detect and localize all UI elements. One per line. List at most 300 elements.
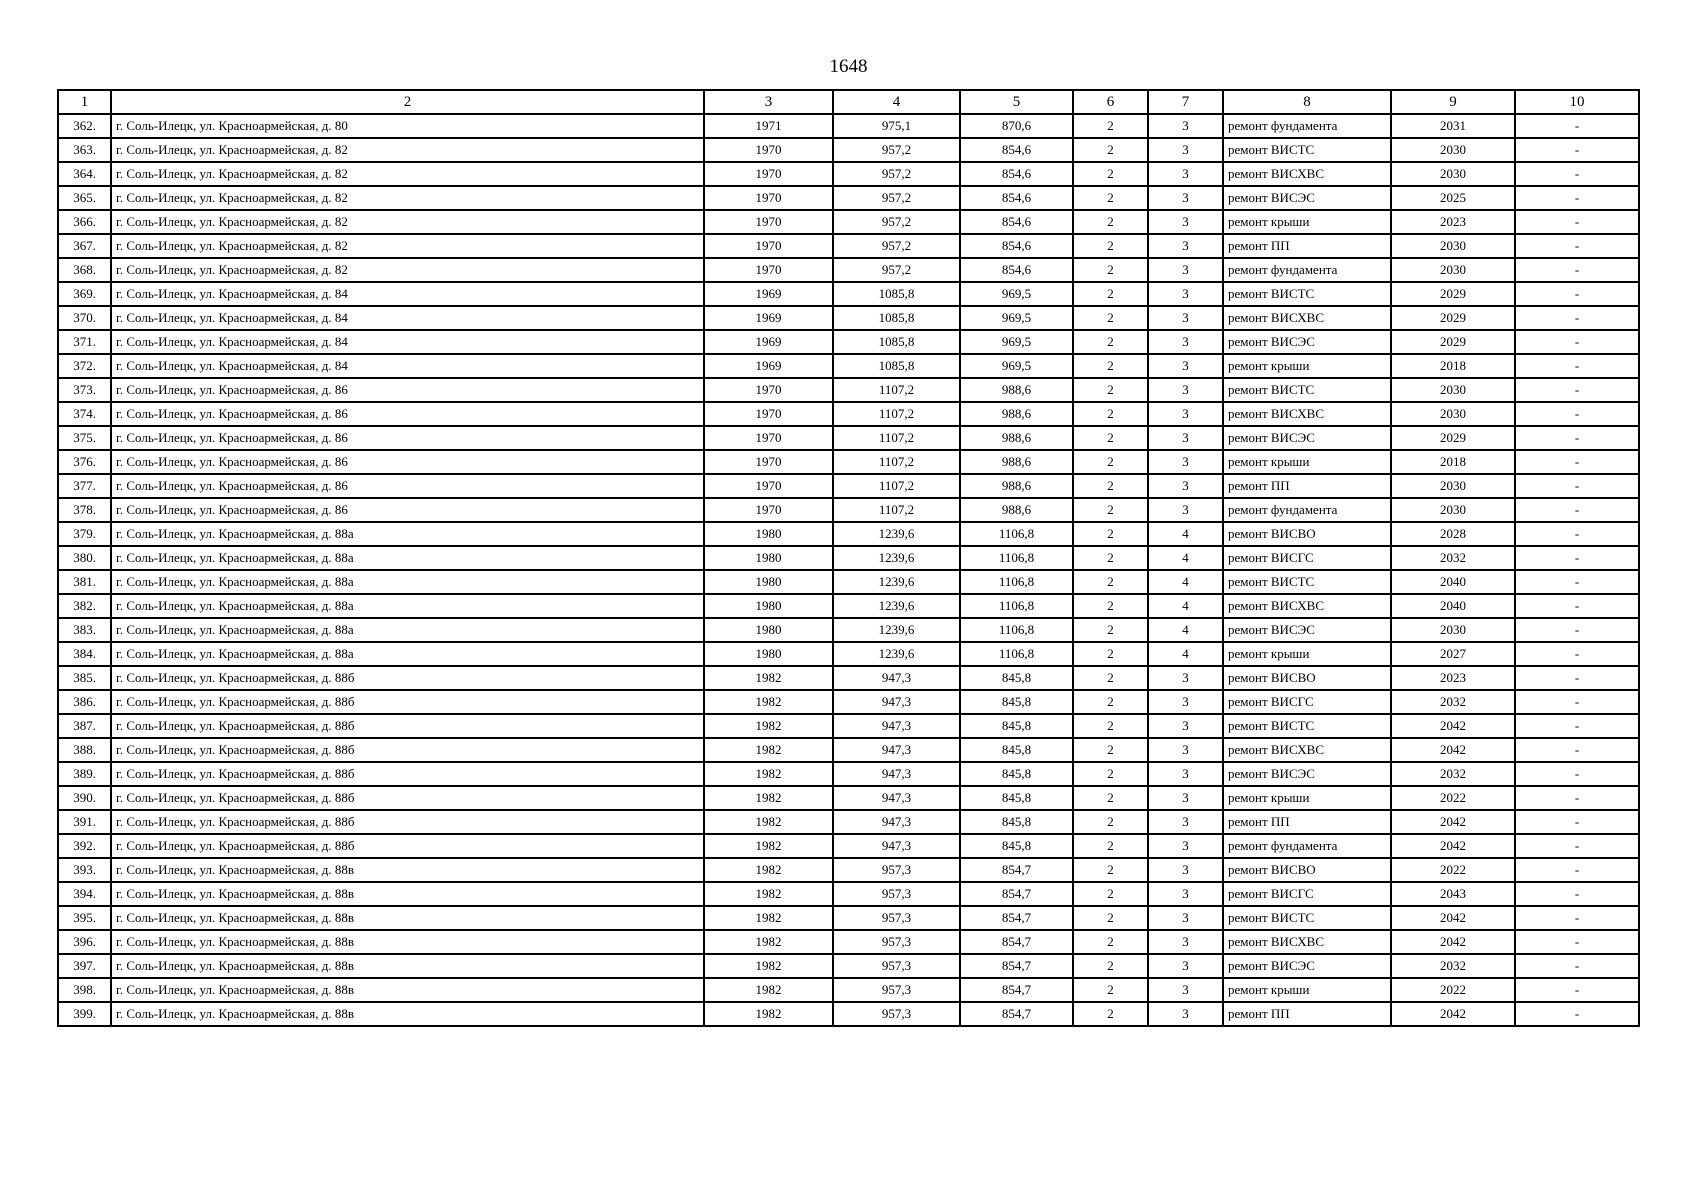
cell-underground-floors: 2 bbox=[1073, 378, 1148, 402]
cell-living-area: 1106,8 bbox=[960, 570, 1073, 594]
cell-note: - bbox=[1515, 426, 1639, 450]
column-header-underground-floors: 6 bbox=[1073, 90, 1148, 114]
cell-planned-year: 2030 bbox=[1391, 378, 1515, 402]
cell-work-type: ремонт ПП bbox=[1223, 1002, 1391, 1026]
cell-year-built: 1969 bbox=[704, 330, 833, 354]
cell-total-area: 957,3 bbox=[833, 930, 960, 954]
cell-underground-floors: 2 bbox=[1073, 498, 1148, 522]
cell-total-area: 1239,6 bbox=[833, 642, 960, 666]
cell-address: г. Соль-Илецк, ул. Красноармейская, д. 84 bbox=[111, 306, 704, 330]
cell-floors: 3 bbox=[1148, 450, 1223, 474]
cell-underground-floors: 2 bbox=[1073, 594, 1148, 618]
cell-note: - bbox=[1515, 354, 1639, 378]
cell-work-type: ремонт крыши bbox=[1223, 450, 1391, 474]
cell-planned-year: 2030 bbox=[1391, 162, 1515, 186]
cell-year-built: 1982 bbox=[704, 930, 833, 954]
cell-note: - bbox=[1515, 1002, 1639, 1026]
cell-living-area: 988,6 bbox=[960, 426, 1073, 450]
cell-year-built: 1982 bbox=[704, 954, 833, 978]
cell-year-built: 1970 bbox=[704, 138, 833, 162]
cell-work-type: ремонт ВИСТС bbox=[1223, 282, 1391, 306]
cell-underground-floors: 2 bbox=[1073, 138, 1148, 162]
cell-year-built: 1969 bbox=[704, 306, 833, 330]
table-row bbox=[58, 786, 1639, 810]
cell-work-type: ремонт ВИСВО bbox=[1223, 666, 1391, 690]
cell-row-number: 387. bbox=[58, 714, 111, 738]
cell-total-area: 957,2 bbox=[833, 162, 960, 186]
cell-total-area: 957,2 bbox=[833, 138, 960, 162]
cell-note: - bbox=[1515, 450, 1639, 474]
table-row bbox=[58, 258, 1639, 282]
table-row bbox=[58, 234, 1639, 258]
cell-note: - bbox=[1515, 690, 1639, 714]
cell-living-area: 854,7 bbox=[960, 954, 1073, 978]
cell-underground-floors: 2 bbox=[1073, 162, 1148, 186]
cell-planned-year: 2030 bbox=[1391, 498, 1515, 522]
cell-underground-floors: 2 bbox=[1073, 210, 1148, 234]
page-number: 1648 bbox=[829, 56, 868, 77]
cell-planned-year: 2030 bbox=[1391, 618, 1515, 642]
cell-year-built: 1980 bbox=[704, 618, 833, 642]
cell-underground-floors: 2 bbox=[1073, 762, 1148, 786]
cell-address: г. Соль-Илецк, ул. Красноармейская, д. 88а bbox=[111, 570, 704, 594]
table-row bbox=[58, 426, 1639, 450]
cell-address: г. Соль-Илецк, ул. Красноармейская, д. 88а bbox=[111, 642, 704, 666]
cell-total-area: 1107,2 bbox=[833, 474, 960, 498]
table-row bbox=[58, 114, 1639, 138]
cell-year-built: 1982 bbox=[704, 690, 833, 714]
cell-floors: 3 bbox=[1148, 1002, 1223, 1026]
column-header-note: 10 bbox=[1515, 90, 1639, 114]
cell-note: - bbox=[1515, 834, 1639, 858]
cell-living-area: 969,5 bbox=[960, 354, 1073, 378]
cell-floors: 3 bbox=[1148, 210, 1223, 234]
cell-total-area: 957,3 bbox=[833, 906, 960, 930]
cell-living-area: 988,6 bbox=[960, 378, 1073, 402]
table-row bbox=[58, 570, 1639, 594]
cell-planned-year: 2042 bbox=[1391, 930, 1515, 954]
cell-work-type: ремонт ВИСЭС bbox=[1223, 762, 1391, 786]
table-row bbox=[58, 978, 1639, 1002]
cell-floors: 3 bbox=[1148, 978, 1223, 1002]
cell-work-type: ремонт ВИСЭС bbox=[1223, 618, 1391, 642]
table-row bbox=[58, 594, 1639, 618]
cell-note: - bbox=[1515, 978, 1639, 1002]
cell-underground-floors: 2 bbox=[1073, 882, 1148, 906]
cell-address: г. Соль-Илецк, ул. Красноармейская, д. 88в bbox=[111, 882, 704, 906]
cell-note: - bbox=[1515, 594, 1639, 618]
cell-total-area: 1107,2 bbox=[833, 498, 960, 522]
cell-address: г. Соль-Илецк, ул. Красноармейская, д. 88б bbox=[111, 810, 704, 834]
column-header-total-area: 4 bbox=[833, 90, 960, 114]
cell-note: - bbox=[1515, 162, 1639, 186]
cell-work-type: ремонт ВИСГС bbox=[1223, 882, 1391, 906]
cell-underground-floors: 2 bbox=[1073, 906, 1148, 930]
header-row bbox=[58, 90, 1639, 114]
cell-living-area: 854,6 bbox=[960, 258, 1073, 282]
cell-living-area: 854,6 bbox=[960, 186, 1073, 210]
cell-planned-year: 2028 bbox=[1391, 522, 1515, 546]
cell-year-built: 1980 bbox=[704, 546, 833, 570]
cell-address: г. Соль-Илецк, ул. Красноармейская, д. 86 bbox=[111, 378, 704, 402]
cell-floors: 3 bbox=[1148, 402, 1223, 426]
cell-living-area: 845,8 bbox=[960, 714, 1073, 738]
cell-note: - bbox=[1515, 138, 1639, 162]
cell-address: г. Соль-Илецк, ул. Красноармейская, д. 88в bbox=[111, 858, 704, 882]
cell-note: - bbox=[1515, 186, 1639, 210]
cell-planned-year: 2040 bbox=[1391, 594, 1515, 618]
cell-underground-floors: 2 bbox=[1073, 642, 1148, 666]
cell-address: г. Соль-Илецк, ул. Красноармейская, д. 88в bbox=[111, 906, 704, 930]
cell-address: г. Соль-Илецк, ул. Красноармейская, д. 88а bbox=[111, 522, 704, 546]
cell-living-area: 854,7 bbox=[960, 858, 1073, 882]
cell-floors: 4 bbox=[1148, 618, 1223, 642]
cell-note: - bbox=[1515, 786, 1639, 810]
cell-floors: 3 bbox=[1148, 378, 1223, 402]
cell-address: г. Соль-Илецк, ул. Красноармейская, д. 88а bbox=[111, 618, 704, 642]
cell-note: - bbox=[1515, 882, 1639, 906]
cell-address: г. Соль-Илецк, ул. Красноармейская, д. 82 bbox=[111, 258, 704, 282]
cell-address: г. Соль-Илецк, ул. Красноармейская, д. 82 bbox=[111, 162, 704, 186]
cell-year-built: 1971 bbox=[704, 114, 833, 138]
cell-note: - bbox=[1515, 474, 1639, 498]
cell-planned-year: 2018 bbox=[1391, 450, 1515, 474]
cell-row-number: 370. bbox=[58, 306, 111, 330]
cell-work-type: ремонт ВИСЭС bbox=[1223, 426, 1391, 450]
cell-row-number: 363. bbox=[58, 138, 111, 162]
cell-row-number: 380. bbox=[58, 546, 111, 570]
cell-underground-floors: 2 bbox=[1073, 978, 1148, 1002]
table-row bbox=[58, 618, 1639, 642]
cell-year-built: 1982 bbox=[704, 834, 833, 858]
cell-planned-year: 2022 bbox=[1391, 978, 1515, 1002]
cell-work-type: ремонт ВИСХВС bbox=[1223, 402, 1391, 426]
cell-total-area: 957,3 bbox=[833, 954, 960, 978]
cell-underground-floors: 2 bbox=[1073, 450, 1148, 474]
cell-floors: 3 bbox=[1148, 858, 1223, 882]
cell-year-built: 1982 bbox=[704, 666, 833, 690]
cell-total-area: 1239,6 bbox=[833, 570, 960, 594]
cell-row-number: 365. bbox=[58, 186, 111, 210]
cell-address: г. Соль-Илецк, ул. Красноармейская, д. 88б bbox=[111, 738, 704, 762]
cell-total-area: 947,3 bbox=[833, 762, 960, 786]
table-row bbox=[58, 522, 1639, 546]
cell-year-built: 1980 bbox=[704, 522, 833, 546]
cell-work-type: ремонт ПП bbox=[1223, 234, 1391, 258]
cell-row-number: 383. bbox=[58, 618, 111, 642]
cell-living-area: 988,6 bbox=[960, 402, 1073, 426]
cell-underground-floors: 2 bbox=[1073, 258, 1148, 282]
cell-floors: 4 bbox=[1148, 642, 1223, 666]
cell-floors: 3 bbox=[1148, 498, 1223, 522]
cell-floors: 3 bbox=[1148, 162, 1223, 186]
cell-year-built: 1970 bbox=[704, 450, 833, 474]
cell-year-built: 1982 bbox=[704, 882, 833, 906]
cell-year-built: 1982 bbox=[704, 810, 833, 834]
cell-underground-floors: 2 bbox=[1073, 738, 1148, 762]
cell-living-area: 845,8 bbox=[960, 690, 1073, 714]
cell-work-type: ремонт ВИСХВС bbox=[1223, 738, 1391, 762]
cell-underground-floors: 2 bbox=[1073, 474, 1148, 498]
cell-floors: 3 bbox=[1148, 282, 1223, 306]
column-header-year-built: 3 bbox=[704, 90, 833, 114]
cell-floors: 3 bbox=[1148, 354, 1223, 378]
cell-planned-year: 2023 bbox=[1391, 666, 1515, 690]
cell-living-area: 845,8 bbox=[960, 834, 1073, 858]
cell-planned-year: 2043 bbox=[1391, 882, 1515, 906]
cell-work-type: ремонт ВИСВО bbox=[1223, 858, 1391, 882]
cell-address: г. Соль-Илецк, ул. Красноармейская, д. 86 bbox=[111, 402, 704, 426]
cell-underground-floors: 2 bbox=[1073, 282, 1148, 306]
cell-row-number: 382. bbox=[58, 594, 111, 618]
cell-total-area: 975,1 bbox=[833, 114, 960, 138]
cell-total-area: 1107,2 bbox=[833, 402, 960, 426]
cell-floors: 3 bbox=[1148, 834, 1223, 858]
cell-planned-year: 2029 bbox=[1391, 306, 1515, 330]
cell-work-type: ремонт крыши bbox=[1223, 642, 1391, 666]
cell-living-area: 854,7 bbox=[960, 906, 1073, 930]
cell-note: - bbox=[1515, 810, 1639, 834]
cell-year-built: 1982 bbox=[704, 858, 833, 882]
cell-underground-floors: 2 bbox=[1073, 858, 1148, 882]
table-row bbox=[58, 666, 1639, 690]
cell-total-area: 957,3 bbox=[833, 882, 960, 906]
cell-note: - bbox=[1515, 546, 1639, 570]
cell-total-area: 957,2 bbox=[833, 186, 960, 210]
table-row bbox=[58, 474, 1639, 498]
cell-planned-year: 2029 bbox=[1391, 426, 1515, 450]
cell-total-area: 1085,8 bbox=[833, 330, 960, 354]
cell-note: - bbox=[1515, 282, 1639, 306]
cell-row-number: 371. bbox=[58, 330, 111, 354]
cell-total-area: 1085,8 bbox=[833, 282, 960, 306]
cell-planned-year: 2042 bbox=[1391, 906, 1515, 930]
cell-address: г. Соль-Илецк, ул. Красноармейская, д. 82 bbox=[111, 186, 704, 210]
cell-note: - bbox=[1515, 210, 1639, 234]
cell-living-area: 845,8 bbox=[960, 810, 1073, 834]
cell-floors: 3 bbox=[1148, 906, 1223, 930]
cell-floors: 3 bbox=[1148, 738, 1223, 762]
cell-address: г. Соль-Илецк, ул. Красноармейская, д. 84 bbox=[111, 330, 704, 354]
cell-planned-year: 2030 bbox=[1391, 258, 1515, 282]
cell-work-type: ремонт ВИСЭС bbox=[1223, 330, 1391, 354]
cell-living-area: 845,8 bbox=[960, 786, 1073, 810]
cell-planned-year: 2042 bbox=[1391, 1002, 1515, 1026]
cell-row-number: 396. bbox=[58, 930, 111, 954]
cell-work-type: ремонт ВИСЭС bbox=[1223, 954, 1391, 978]
cell-address: г. Соль-Илецк, ул. Красноармейская, д. 88б bbox=[111, 834, 704, 858]
cell-planned-year: 2022 bbox=[1391, 786, 1515, 810]
cell-year-built: 1982 bbox=[704, 906, 833, 930]
cell-row-number: 374. bbox=[58, 402, 111, 426]
cell-note: - bbox=[1515, 378, 1639, 402]
cell-total-area: 1107,2 bbox=[833, 426, 960, 450]
cell-planned-year: 2022 bbox=[1391, 858, 1515, 882]
table-row bbox=[58, 282, 1639, 306]
cell-note: - bbox=[1515, 642, 1639, 666]
cell-living-area: 988,6 bbox=[960, 450, 1073, 474]
table-row bbox=[58, 378, 1639, 402]
cell-address: г. Соль-Илецк, ул. Красноармейская, д. 84 bbox=[111, 354, 704, 378]
cell-row-number: 397. bbox=[58, 954, 111, 978]
table-row bbox=[58, 690, 1639, 714]
cell-floors: 3 bbox=[1148, 714, 1223, 738]
cell-underground-floors: 2 bbox=[1073, 546, 1148, 570]
cell-work-type: ремонт крыши bbox=[1223, 786, 1391, 810]
cell-year-built: 1970 bbox=[704, 258, 833, 282]
cell-row-number: 390. bbox=[58, 786, 111, 810]
cell-underground-floors: 2 bbox=[1073, 330, 1148, 354]
cell-work-type: ремонт ВИСХВС bbox=[1223, 306, 1391, 330]
table-row bbox=[58, 450, 1639, 474]
cell-row-number: 377. bbox=[58, 474, 111, 498]
cell-living-area: 854,6 bbox=[960, 234, 1073, 258]
cell-total-area: 957,2 bbox=[833, 234, 960, 258]
cell-total-area: 957,3 bbox=[833, 978, 960, 1002]
table-row bbox=[58, 882, 1639, 906]
cell-underground-floors: 2 bbox=[1073, 234, 1148, 258]
cell-underground-floors: 2 bbox=[1073, 306, 1148, 330]
cell-year-built: 1970 bbox=[704, 426, 833, 450]
cell-floors: 3 bbox=[1148, 474, 1223, 498]
cell-floors: 4 bbox=[1148, 594, 1223, 618]
cell-row-number: 389. bbox=[58, 762, 111, 786]
cell-work-type: ремонт крыши bbox=[1223, 354, 1391, 378]
cell-row-number: 376. bbox=[58, 450, 111, 474]
cell-work-type: ремонт ПП bbox=[1223, 810, 1391, 834]
cell-row-number: 392. bbox=[58, 834, 111, 858]
cell-underground-floors: 2 bbox=[1073, 354, 1148, 378]
cell-row-number: 399. bbox=[58, 1002, 111, 1026]
cell-work-type: ремонт фундамента bbox=[1223, 498, 1391, 522]
cell-address: г. Соль-Илецк, ул. Красноармейская, д. 86 bbox=[111, 426, 704, 450]
table-row bbox=[58, 810, 1639, 834]
cell-row-number: 369. bbox=[58, 282, 111, 306]
cell-work-type: ремонт ВИСТС bbox=[1223, 378, 1391, 402]
cell-planned-year: 2023 bbox=[1391, 210, 1515, 234]
cell-work-type: ремонт ВИСТС bbox=[1223, 714, 1391, 738]
table-row bbox=[58, 930, 1639, 954]
table-row bbox=[58, 1002, 1639, 1026]
cell-row-number: 367. bbox=[58, 234, 111, 258]
table-row bbox=[58, 402, 1639, 426]
cell-address: г. Соль-Илецк, ул. Красноармейская, д. 88б bbox=[111, 690, 704, 714]
cell-underground-floors: 2 bbox=[1073, 954, 1148, 978]
table-row bbox=[58, 138, 1639, 162]
cell-living-area: 1106,8 bbox=[960, 594, 1073, 618]
column-header-floors: 7 bbox=[1148, 90, 1223, 114]
cell-year-built: 1969 bbox=[704, 354, 833, 378]
cell-total-area: 1239,6 bbox=[833, 546, 960, 570]
cell-planned-year: 2042 bbox=[1391, 810, 1515, 834]
cell-floors: 3 bbox=[1148, 186, 1223, 210]
column-header-planned-year: 9 bbox=[1391, 90, 1515, 114]
cell-underground-floors: 2 bbox=[1073, 690, 1148, 714]
cell-planned-year: 2029 bbox=[1391, 282, 1515, 306]
cell-underground-floors: 2 bbox=[1073, 834, 1148, 858]
cell-note: - bbox=[1515, 762, 1639, 786]
cell-work-type: ремонт крыши bbox=[1223, 210, 1391, 234]
cell-address: г. Соль-Илецк, ул. Красноармейская, д. 88б bbox=[111, 786, 704, 810]
cell-year-built: 1970 bbox=[704, 186, 833, 210]
table-body bbox=[58, 90, 1639, 1026]
cell-total-area: 1085,8 bbox=[833, 306, 960, 330]
cell-total-area: 1107,2 bbox=[833, 378, 960, 402]
cell-row-number: 372. bbox=[58, 354, 111, 378]
cell-address: г. Соль-Илецк, ул. Красноармейская, д. 86 bbox=[111, 450, 704, 474]
cell-year-built: 1970 bbox=[704, 474, 833, 498]
cell-total-area: 947,3 bbox=[833, 738, 960, 762]
cell-note: - bbox=[1515, 258, 1639, 282]
cell-row-number: 378. bbox=[58, 498, 111, 522]
cell-total-area: 947,3 bbox=[833, 714, 960, 738]
cell-year-built: 1970 bbox=[704, 234, 833, 258]
cell-underground-floors: 2 bbox=[1073, 930, 1148, 954]
column-header-work-type: 8 bbox=[1223, 90, 1391, 114]
cell-note: - bbox=[1515, 114, 1639, 138]
cell-underground-floors: 2 bbox=[1073, 618, 1148, 642]
cell-underground-floors: 2 bbox=[1073, 522, 1148, 546]
cell-work-type: ремонт крыши bbox=[1223, 978, 1391, 1002]
cell-living-area: 1106,8 bbox=[960, 522, 1073, 546]
cell-address: г. Соль-Илецк, ул. Красноармейская, д. 82 bbox=[111, 234, 704, 258]
cell-work-type: ремонт ВИСХВС bbox=[1223, 930, 1391, 954]
cell-row-number: 373. bbox=[58, 378, 111, 402]
cell-underground-floors: 2 bbox=[1073, 714, 1148, 738]
cell-living-area: 969,5 bbox=[960, 306, 1073, 330]
cell-total-area: 947,3 bbox=[833, 810, 960, 834]
cell-total-area: 1107,2 bbox=[833, 450, 960, 474]
cell-underground-floors: 2 bbox=[1073, 426, 1148, 450]
cell-planned-year: 2032 bbox=[1391, 762, 1515, 786]
cell-address: г. Соль-Илецк, ул. Красноармейская, д. 88в bbox=[111, 954, 704, 978]
cell-total-area: 947,3 bbox=[833, 666, 960, 690]
cell-floors: 3 bbox=[1148, 330, 1223, 354]
cell-living-area: 854,7 bbox=[960, 930, 1073, 954]
cell-row-number: 364. bbox=[58, 162, 111, 186]
cell-floors: 3 bbox=[1148, 306, 1223, 330]
table-row bbox=[58, 858, 1639, 882]
cell-total-area: 1239,6 bbox=[833, 618, 960, 642]
cell-living-area: 854,6 bbox=[960, 210, 1073, 234]
cell-planned-year: 2018 bbox=[1391, 354, 1515, 378]
cell-work-type: ремонт ВИСТС bbox=[1223, 570, 1391, 594]
cell-row-number: 388. bbox=[58, 738, 111, 762]
cell-address: г. Соль-Илецк, ул. Красноармейская, д. 88в bbox=[111, 978, 704, 1002]
cell-note: - bbox=[1515, 858, 1639, 882]
cell-underground-floors: 2 bbox=[1073, 570, 1148, 594]
cell-floors: 3 bbox=[1148, 930, 1223, 954]
cell-note: - bbox=[1515, 954, 1639, 978]
cell-floors: 3 bbox=[1148, 882, 1223, 906]
cell-note: - bbox=[1515, 738, 1639, 762]
cell-work-type: ремонт ВИСЭС bbox=[1223, 186, 1391, 210]
cell-total-area: 947,3 bbox=[833, 690, 960, 714]
cell-year-built: 1970 bbox=[704, 210, 833, 234]
cell-underground-floors: 2 bbox=[1073, 114, 1148, 138]
cell-row-number: 384. bbox=[58, 642, 111, 666]
table-row bbox=[58, 906, 1639, 930]
cell-floors: 4 bbox=[1148, 546, 1223, 570]
cell-living-area: 845,8 bbox=[960, 738, 1073, 762]
cell-address: г. Соль-Илецк, ул. Красноармейская, д. 88в bbox=[111, 930, 704, 954]
table-row bbox=[58, 186, 1639, 210]
cell-total-area: 947,3 bbox=[833, 786, 960, 810]
cell-year-built: 1982 bbox=[704, 786, 833, 810]
cell-total-area: 957,2 bbox=[833, 258, 960, 282]
cell-living-area: 845,8 bbox=[960, 666, 1073, 690]
cell-row-number: 391. bbox=[58, 810, 111, 834]
